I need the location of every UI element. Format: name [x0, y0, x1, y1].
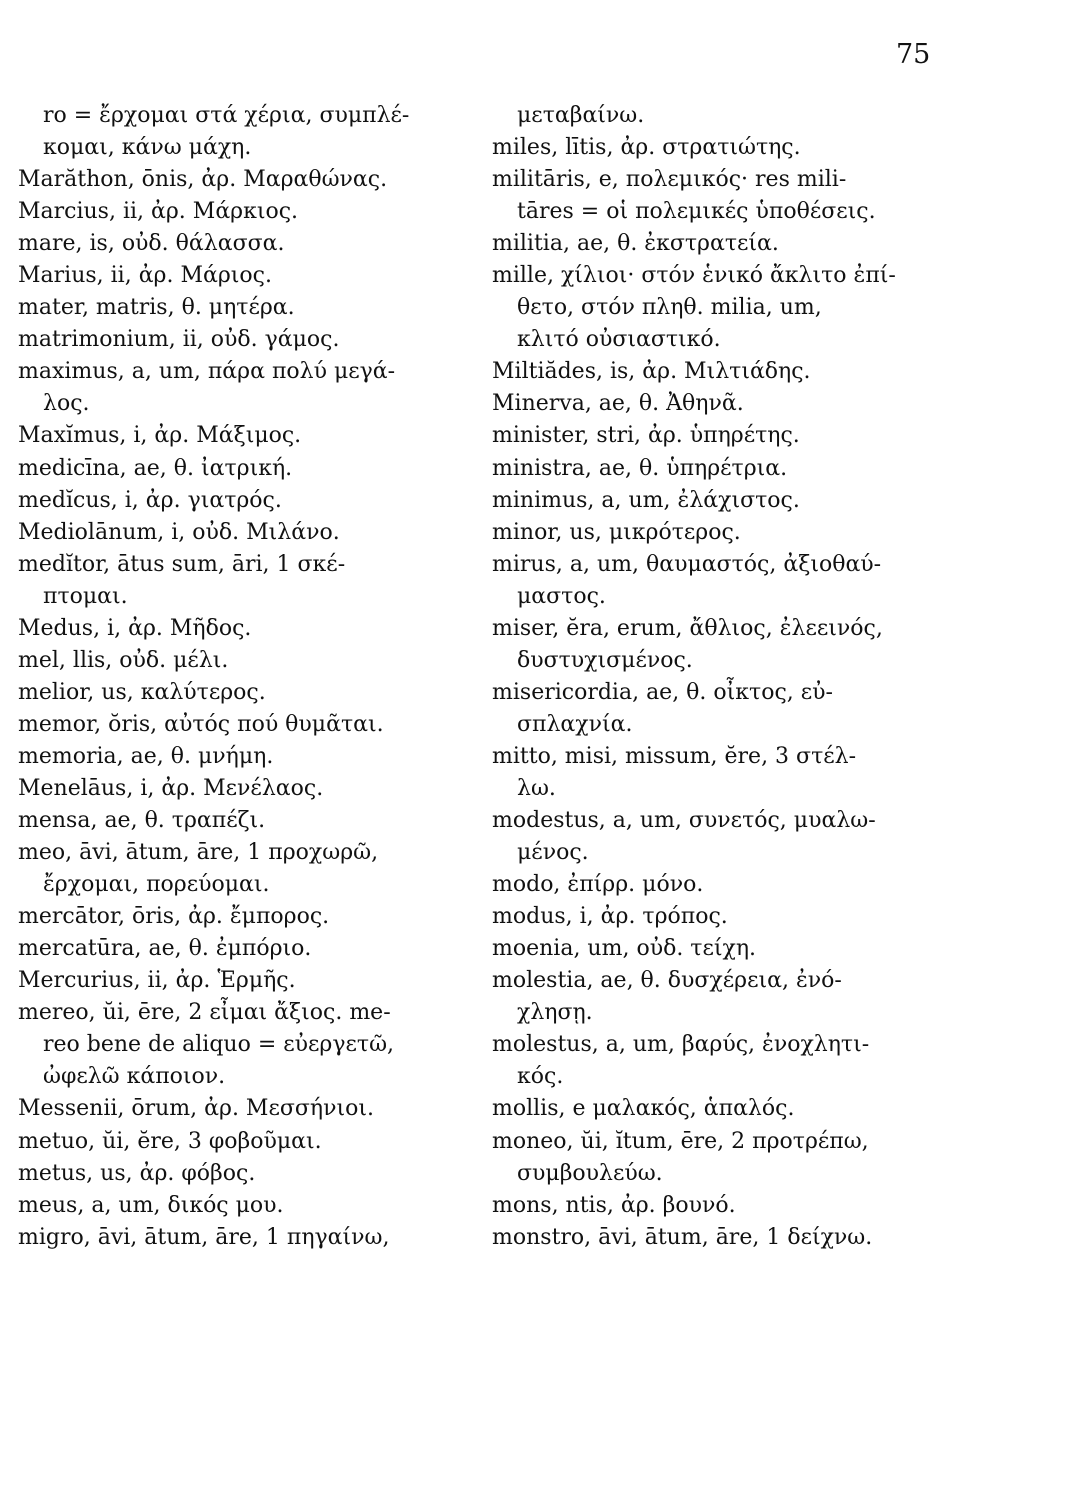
dictionary-entry: molestus, a, um, βαρύς, ἐνοχλητι-	[492, 1032, 870, 1058]
dictionary-entry-continuation: μαστος.	[517, 583, 606, 609]
dictionary-entry: monstro, āvi, ātum, āre, 1 δείχνω.	[492, 1224, 873, 1250]
dictionary-entry: medicīna, ae, θ. ἰατρική.	[18, 455, 293, 481]
dictionary-entry: medĭtor, ātus sum, āri, 1 σκέ-	[18, 551, 346, 577]
left-column	[18, 100, 488, 1254]
dictionary-entry: misericordia, ae, θ. οἶκτος, εὐ-	[492, 679, 833, 705]
dictionary-entry: mille, χίλιοι· στόν ἑνικό ἄκλιτο ἐπί-	[492, 263, 896, 289]
dictionary-entry-continuation: μεταβαίνω.	[517, 103, 645, 128]
dictionary-entry: militia, ae, θ. ἐκστρατεία.	[492, 231, 779, 257]
dictionary-entry: matrimonium, ii, οὐδ. γάμος.	[18, 327, 340, 353]
dictionary-entry: ministra, ae, θ. ὑπηρέτρια.	[492, 455, 788, 481]
dictionary-entry-continuation: δυστυχισμένος.	[517, 647, 693, 673]
dictionary-entry-continuation: ro = ἔρχομαι στά χέρια, συμπλέ-	[43, 103, 410, 128]
dictionary-entry: medĭcus, i, ἀρ. γιατρός.	[18, 487, 282, 513]
dictionary-entry: mercatūra, ae, θ. ἐμπόριο.	[18, 936, 312, 962]
dictionary-entry-continuation: λος.	[43, 391, 90, 417]
dictionary-entry: Minerva, ae, θ. Ἀθηνᾶ.	[492, 391, 744, 417]
dictionary-entry-continuation: χλησῃ.	[517, 1000, 593, 1026]
dictionary-entry: minister, stri, ἀρ. ὑπηρέτης.	[492, 423, 800, 449]
dictionary-entry: Medus, i, ἀρ. Μῆδος.	[18, 615, 252, 641]
dictionary-entry-continuation: θετο, στόν πληθ. milia, um,	[517, 295, 822, 321]
dictionary-entry: Marius, ii, ἀρ. Μάριος.	[18, 263, 272, 289]
dictionary-entry-continuation: κλιτό οὐσιαστικό.	[517, 327, 721, 353]
dictionary-entry: mater, matris, θ. μητέρα.	[18, 295, 295, 321]
dictionary-entry: melior, us, καλύτερος.	[18, 679, 266, 705]
dictionary-entry: Maxĭmus, i, ἀρ. Μάξιμος.	[18, 423, 302, 449]
dictionary-entry: miser, ĕra, erum, ἄθλιος, ἐλεεινός,	[492, 615, 883, 641]
dictionary-entry: minor, us, μικρότερος.	[492, 519, 741, 545]
dictionary-entry: Messenii, ōrum, ἀρ. Μεσσήνιοι.	[18, 1096, 374, 1122]
dictionary-entry: mercātor, ōris, ἀρ. ἔμπορος.	[18, 904, 330, 930]
dictionary-entry: Mercurius, ii, ἀρ. Ἑρμῆς.	[18, 968, 296, 994]
dictionary-entry: migro, āvi, ātum, āre, 1 πηγαίνω,	[18, 1224, 390, 1250]
dictionary-entry: miles, lītis, ἀρ. στρατιώτης.	[492, 135, 801, 161]
dictionary-entry: mitto, misi, missum, ĕre, 3 στέλ-	[492, 743, 857, 769]
dictionary-entry: minimus, a, um, ἐλάχιστος.	[492, 487, 800, 513]
dictionary-entry: meo, āvi, ātum, āre, 1 προχωρῶ,	[18, 840, 379, 866]
dictionary-entry-continuation: reo bene de aliquo = εὐεργετῶ,	[43, 1032, 395, 1058]
dictionary-entry-continuation: μένος.	[517, 840, 589, 866]
dictionary-entry: moneo, ŭi, ĭtum, ēre, 2 προτρέπω,	[492, 1128, 869, 1154]
dictionary-entry: mons, ntis, ἀρ. βουνό.	[492, 1192, 736, 1218]
dictionary-entry: moenia, um, οὐδ. τείχη.	[492, 936, 756, 962]
dictionary-entry: militāris, e, πολεμικός· res mili-	[492, 167, 847, 193]
dictionary-entry: modo, ἐπίρρ. μόνο.	[492, 872, 704, 898]
dictionary-entry-continuation: λω.	[517, 775, 556, 801]
right-column	[492, 100, 952, 1254]
dictionary-entry-continuation: tāres = οἱ πολεμικές ὑποθέσεις.	[517, 199, 876, 225]
page-number: 75	[896, 39, 931, 70]
dictionary-entry-continuation: ἔρχομαι, πορεύομαι.	[43, 872, 270, 898]
dictionary-entry: maximus, a, um, πάρα πολύ μεγά-	[18, 359, 396, 385]
dictionary-entry: Miltiădes, is, ἀρ. Μιλτιάδης.	[492, 359, 811, 385]
dictionary-entry: modestus, a, um, συνετός, μυαλω-	[492, 808, 876, 834]
dictionary-entry-continuation: σπλαχνία.	[517, 711, 633, 737]
dictionary-entry: Marcius, ii, ἀρ. Μάρκιος.	[18, 199, 299, 225]
dictionary-entry: mare, is, οὐδ. θάλασσα.	[18, 231, 285, 257]
dictionary-entry: mollis, e μαλακός, ἁπαλός.	[492, 1096, 795, 1122]
dictionary-entry: metus, us, ἀρ. φόβος.	[18, 1160, 256, 1186]
dictionary-entry: metuo, ŭi, ĕre, 3 φοβοῦμαι.	[18, 1128, 322, 1154]
dictionary-entry: memor, ŏris, αὐτός πού θυμᾶται.	[18, 711, 384, 737]
dictionary-entry: memoria, ae, θ. μνήμη.	[18, 743, 274, 769]
dictionary-entry: meus, a, um, δικός μου.	[18, 1192, 284, 1218]
dictionary-entry-continuation: ὠφελῶ κάποιον.	[43, 1064, 226, 1090]
dictionary-entry: Mediolānum, i, οὐδ. Μιλάνο.	[18, 519, 340, 545]
dictionary-entry: modus, i, ἀρ. τρόπος.	[492, 904, 728, 930]
dictionary-entry: molestia, ae, θ. δυσχέρεια, ἐνό-	[492, 968, 842, 994]
dictionary-entry-continuation: κός.	[517, 1064, 564, 1090]
dictionary-entry-continuation: κομαι, κάνω μάχη.	[43, 135, 252, 161]
dictionary-entry: mel, llis, οὐδ. μέλι.	[18, 647, 229, 673]
dictionary-entry-continuation: πτομαι.	[43, 583, 128, 609]
dictionary-entry: mensa, ae, θ. τραπέζι.	[18, 808, 266, 834]
dictionary-entry: mirus, a, um, θαυμαστός, ἀξιοθαύ-	[492, 551, 882, 577]
dictionary-entry: Marăthon, ōnis, ἀρ. Μαραθώνας.	[18, 167, 388, 193]
dictionary-entry-continuation: συμβουλεύω.	[517, 1160, 663, 1186]
dictionary-entry: Menelāus, i, ἀρ. Μενέλαος.	[18, 775, 324, 801]
dictionary-entry: mereo, ŭi, ēre, 2 εἶμαι ἄξιος. me-	[18, 1000, 391, 1026]
